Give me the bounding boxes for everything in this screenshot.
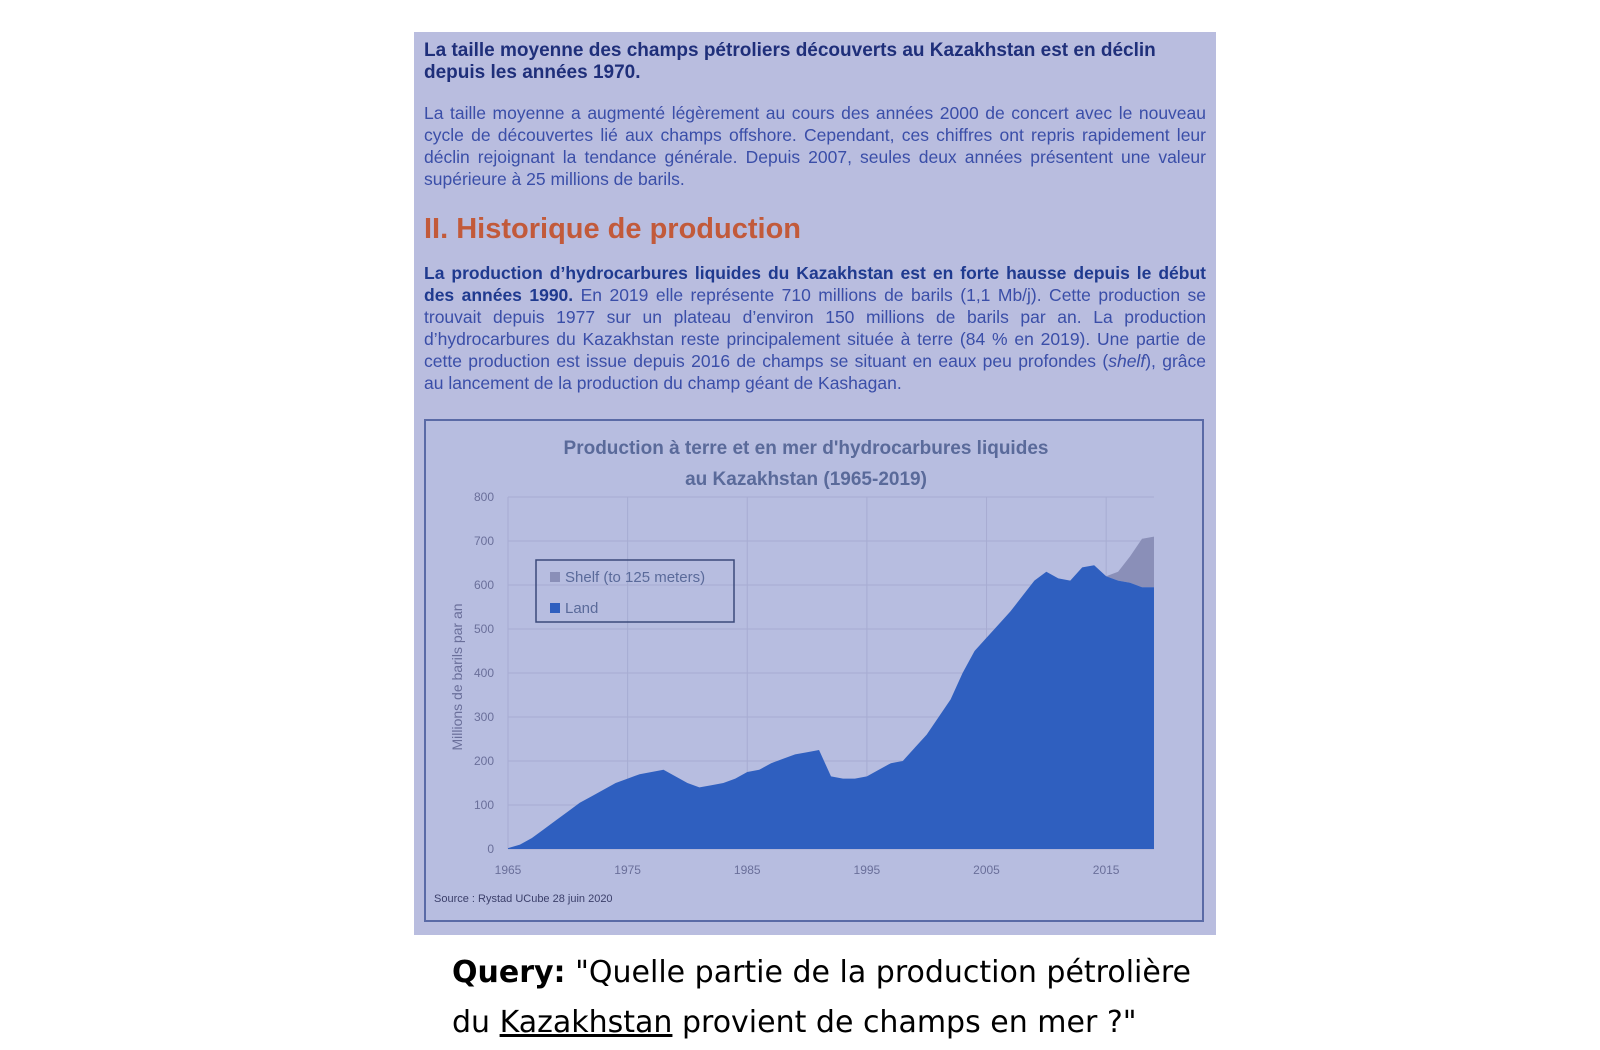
paragraph <box>424 262 1206 394</box>
chart-frame <box>424 419 1204 922</box>
y-tick-label: 100 <box>473 798 494 812</box>
chart <box>426 421 1202 920</box>
y-tick-label: 500 <box>473 622 494 636</box>
paragraph-italic: shelf <box>1108 351 1146 371</box>
x-tick-label: 1985 <box>733 863 761 877</box>
series-land-area <box>508 565 1154 849</box>
y-tick-label: 400 <box>473 666 494 680</box>
chart-title: Production à terre et en mer d'hydrocarbures liquides <box>563 438 1049 459</box>
legend-label-shelf: Shelf (to 125 meters) <box>565 569 706 586</box>
section-heading: La taille moyenne des champs pétroliers découverts au Kazakhstan est en déclin depuis les années 1970. <box>424 40 1156 83</box>
paragraph: La taille moyenne a augmenté légèrement au cours des années 2000 de concert avec le nouveau cycle de découvertes lié aux champs offshore. Cependant, ces chiffres ont repris rapidement leur déclin rejoignant la tendance générale. Depuis 2007, seules deux années présentent une valeur supérieure à 25 millions de barils. <box>424 103 1206 189</box>
y-tick-label: 0 <box>487 842 494 856</box>
x-tick-label: 1995 <box>853 863 881 877</box>
x-tick-label: 1965 <box>494 863 522 877</box>
y-tick-label: 600 <box>473 578 494 592</box>
y-axis <box>474 490 494 856</box>
paragraph-text: ), grâce au lancement de la production du champ géant de Kashagan. <box>424 351 1206 393</box>
legend-label-land: Land <box>565 600 599 617</box>
paragraph-lead: La production d’hydrocarbures liquides du Kazakhstan est en forte hausse depuis le début des années 1990. <box>424 263 1206 305</box>
y-tick-label: 300 <box>473 710 494 724</box>
x-axis <box>495 863 1120 877</box>
chart-legend <box>536 560 734 622</box>
query-label: Query: <box>452 955 566 990</box>
chart-source: Source : Rystad UCube 28 juin 2020 <box>434 893 613 905</box>
chart-subtitle: au Kazakhstan (1965-2019) <box>685 469 927 490</box>
x-tick-label: 2015 <box>1092 863 1120 877</box>
y-tick-label: 800 <box>473 490 494 504</box>
y-tick-label: 200 <box>473 754 494 768</box>
document-page <box>414 32 1216 935</box>
query <box>452 948 1212 1048</box>
query-text: "Quelle partie de la production pétrolière du <box>452 955 1191 1040</box>
query-keyword: Kazakhstan <box>499 1005 673 1040</box>
x-tick-label: 1975 <box>614 863 641 877</box>
x-tick-label: 2005 <box>973 863 1000 877</box>
legend-swatch-land <box>550 603 560 613</box>
query-text: provient de champs en mer ?" <box>672 1005 1137 1040</box>
section-title: II. Historique de production <box>424 213 801 245</box>
y-axis-label: Millions de barils par an <box>449 603 465 751</box>
paragraph-text: En 2019 elle représente 710 millions de barils (1,1 Mb/j). Cette production se trouvait depuis 1977 sur un plateau d’environ 150 millions de barils par an. La production d’hydrocarbures du Kazakhstan reste principalement située à terre (84 % en 2019). Une partie de cette production est issue depuis 2016 de champs se situant en eaux peu profondes ( <box>424 285 1206 371</box>
legend-swatch-shelf <box>550 572 560 582</box>
y-tick-label: 700 <box>473 534 494 548</box>
